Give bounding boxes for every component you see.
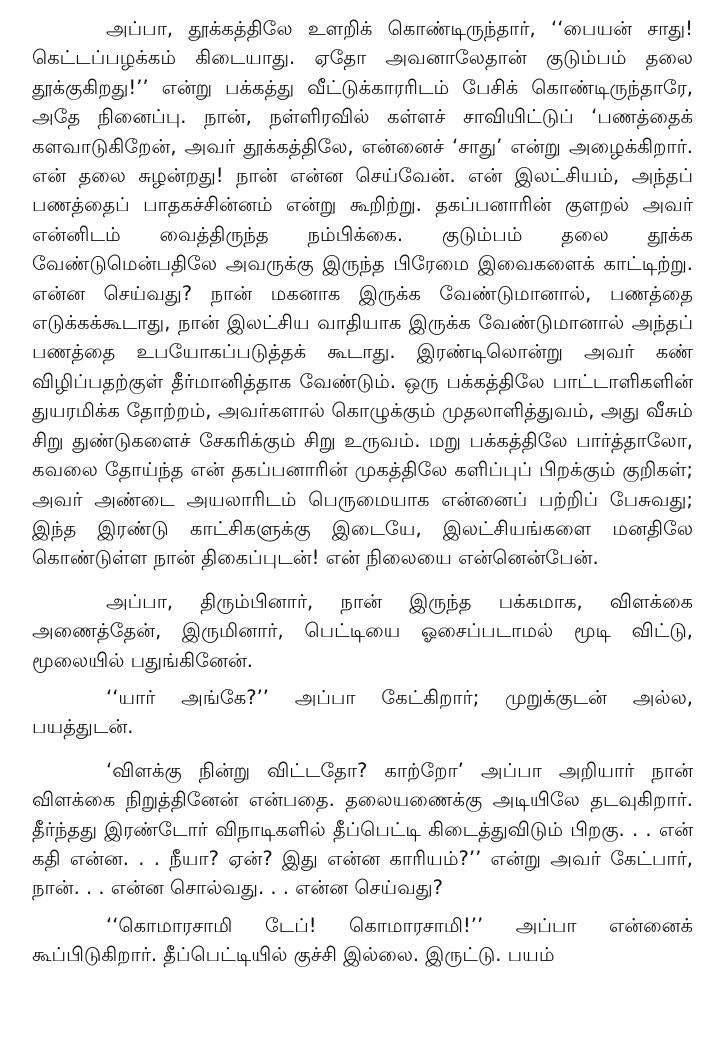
paragraph-matchbox: ‘விளக்கு நின்று விட்டதோ? காற்றோ’ அப்பா அறியார் நான் விளக்கை நிறுத்தினேன் என்பதை. தலையணைக்கு அடியிலே தடவுகிறார். தீர்ந்தது இரண்டோர் விநாடிகளில் தீப்பெட்டி கிடைத்துவிடும் பிறகு. . . என் கதி என்ன. . . நீயா? ஏன்? இது என்ன காரியம்?’’ என்று அவர் கேட்பார், நான். . . என்ன சொல்வது. . . என்ன செய்வது? [32, 758, 693, 900]
paragraph-who-there: ‘‘யார் அங்கே?’’ அப்பா கேட்கிறார்; முறுக்குடன் அல்ல, பயத்துடன். [32, 685, 693, 739]
paragraph-calling: ‘‘கொமாரசாமி டேப்! கொமாரசாமி!’’ அப்பா என்னைக் கூப்பிடுகிறார். தீப்பெட்டியில் குச்சி இல்லை. இருட்டு. பயம் [32, 913, 693, 967]
paragraph-thoughts: அப்பா, தூக்கத்திலே உளறிக் கொண்டிருந்தார், ‘‘பையன் சாது! கெட்டப்பழக்கம் கிடையாது. ஏதோ அவனாலேதான் குடும்பம் தலை தூக்குகிறது!’’ என்று பக்கத்து வீட்டுக்காரரிடம் பேசிக் கொண்டிருந்தாரே, அதே நினைப்பு. நான், நள்ளிரவில் கள்ளச் சாவியிட்டுப் ‘பணத்தைக் களவாடுகிறேன், அவர் தூக்கத்திலே, என்னைச் ‘சாது’ என்று அழைக்கிறார். என் தலை சுழன்றது! நான் என்ன செய்வேன். என் இலட்சியம், அந்தப் பணத்தைப் பாதகச்சின்னம் என்று கூறிற்று. தகப்பனாரின் குளறல் அவர் என்னிடம் வைத்திருந்த நம்பிக்கை. குடும்பம் தலை தூக்க வேண்டுமென்பதிலே அவருக்கு இருந்த பிரேமை இவைகளைக் காட்டிற்று. என்ன செய்வது? நான் மகனாக இருக்க வேண்டுமானால், பணத்தை எடுக்கக்கூடாது, நான் இலட்சிய வாதியாக இருக்க வேண்டுமானால் அந்தப் பணத்தை உபயோகப்படுத்தக் கூடாது. இரண்டிலொன்று அவர் கண் விழிப்பதற்குள் தீர்மானித்தாக வேண்டும். ஒரு பக்கத்திலே பாட்டாளிகளின் துயரமிக்க தோற்றம், அவர்களால் கொழுக்கும் முதலாளித்துவம், அது வீசும் சிறு துண்டுகளைச் சேகரிக்கும் சிறு உருவம். மறு பக்கத்திலே பார்த்தாலோ, கவலை தோய்ந்த என் தகப்பனாரின் முகத்திலே களிப்புப் பிறக்கும் குறிகள்; அவர் அண்டை அயலாரிடம் பெருமையாக என்னைப் பற்றிப் பேசுவது; இந்த இரண்டு காட்சிகளுக்கு இடையே, இலட்சியங்களை மனதிலே கொண்டுள்ள நான் திகைப்புடன்! என் நிலையை என்னென்பேன். [32, 17, 693, 570]
paragraph-lamp: அப்பா, திரும்பினார், நான் இருந்த பக்கமாக, விளக்கை அணைத்தேன், இருமினார், பெட்டியை ஓசைப்படாமல் மூடி விட்டு, மூலையில் பதுங்கினேன். [32, 589, 693, 672]
